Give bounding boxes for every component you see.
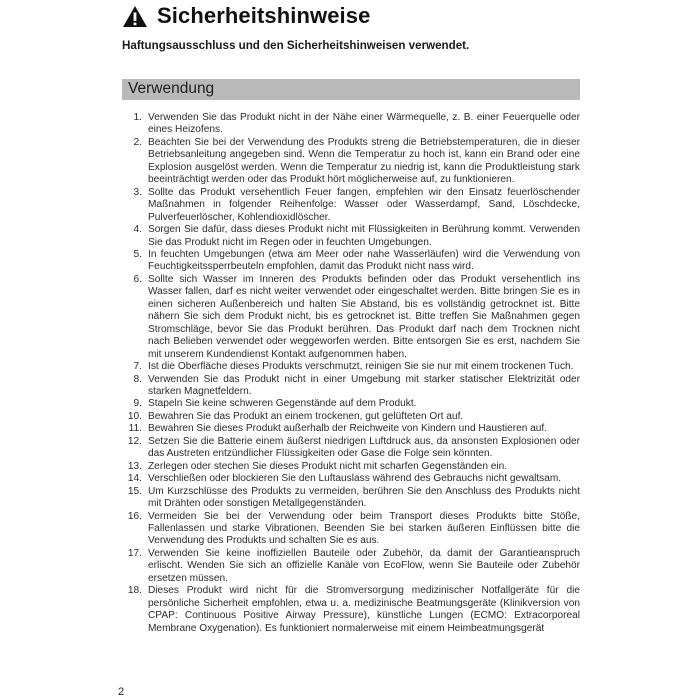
section-header bbox=[122, 79, 580, 100]
list-item bbox=[122, 274, 580, 361]
list-item bbox=[122, 423, 580, 435]
list-item bbox=[122, 398, 580, 410]
list-item-text: Ist die Oberfläche dieses Produkts verschmutzt, reinigen Sie sie nur mit einem trockenen Tuch. bbox=[148, 361, 574, 373]
list-item-text: Verschließen oder blockieren Sie den Luftauslass während des Gebrauchs nicht gewaltsam. bbox=[148, 473, 562, 485]
list-item-text: Verwenden Sie das Produkt nicht in einer Umgebung mit starker statischer Elektrizität oder starken Magnetfeldern. bbox=[148, 373, 580, 397]
list-item-text: Stapeln Sie keine schweren Gegenstände auf dem Produkt. bbox=[148, 398, 417, 410]
list-item-number: 5. bbox=[133, 248, 142, 260]
list-item-number: 6. bbox=[133, 273, 142, 285]
list-item-number: 9. bbox=[133, 398, 142, 410]
list-item-number: 18. bbox=[127, 585, 142, 597]
list-item-number: 4. bbox=[133, 224, 142, 236]
header bbox=[122, 1, 370, 31]
list-item bbox=[122, 585, 580, 635]
list-item bbox=[122, 374, 580, 399]
list-item-number: 17. bbox=[127, 547, 142, 559]
list-item bbox=[122, 361, 580, 373]
list-item-text: Beachten Sie bei der Verwendung des Produkts streng die Betriebstemperaturen, die in dieser Betriebsanleitung angegeben sind. Wenn die Temperatur zu hoch ist, kann ein Brand oder eine Explosion ausgelöst werden. Wenn die Temperatur zu niedrig ist, kann die Produktleistung stark beeinträchtigt werden oder das Produkt hört möglicherweise auf, zu funktionieren. bbox=[148, 136, 580, 186]
list-item-text: Bewahren Sie das Produkt an einem trockenen, gut gelüfteten Ort auf. bbox=[148, 410, 464, 422]
page-title: Sicherheitshinweise bbox=[157, 3, 371, 28]
list-item bbox=[122, 112, 580, 137]
list-item-text: Verwenden Sie das Produkt nicht in der Nähe einer Wärmequelle, z. B. einer Feuerquelle oder eines Heizofens. bbox=[148, 112, 580, 136]
list-item-text: Sollte das Produkt versehentlich Feuer fangen, empfehlen wir den Einsatz feuerlöschender Maßnahmen in folgender Reihenfolge: Wasser oder Wasserdampf, Sand, Löschdecke, Pulverfeuerlöscher, Kohlendioxidlöscher. bbox=[148, 186, 580, 223]
list-item-number: 13. bbox=[127, 460, 142, 472]
list-item-text: In feuchten Umgebungen (etwa am Meer oder nahe Wasserläufen) wird die Verwendung von Feuchtigkeitssperrbeuteln empfohlen, damit das Produkt nicht nass wird. bbox=[148, 248, 580, 273]
list-item-number: 10. bbox=[127, 410, 142, 422]
list-item-text: Sollte sich Wasser im Inneren des Produkts befinden oder das Produkt versehentlich ins Wasser fallen, darf es nicht weiter verwendet oder eingeschaltet werden. Bitte bringen Sie es in einen sicheren Außenbereich und halten Sie Abstand, bis es vollständig getrocknet ist. Bitte nähern Sie sich dem Produkt nicht, bis es getrocknet ist. Bitte treffen Sie Maßnahmen gegen Stromschläge, bevor Sie das Produkt berühren. Das Produkt darf nach dem Trocknen nicht nach Belieben verwendet oder weggeworfen werden. Bitte entsorgen Sie es erst, nachdem Sie mit unserem Kundendienst Kontakt aufgenommen haben. bbox=[148, 273, 580, 360]
list-item bbox=[122, 461, 580, 473]
section-title: Verwendung bbox=[128, 80, 215, 97]
list-item-text: Bewahren Sie dieses Produkt außerhalb der Reichweite von Kindern und Haustieren auf. bbox=[148, 423, 548, 435]
list-item bbox=[122, 511, 580, 548]
list-item bbox=[122, 224, 580, 249]
page-subtitle: Haftungsausschluss und den Sicherheitshinweisen verwendet. bbox=[122, 39, 470, 52]
list-item bbox=[122, 411, 580, 423]
list-item-text: Sorgen Sie dafür, dass dieses Produkt nicht mit Flüssigkeiten in Berührung kommt. Verwenden Sie das Produkt nicht im Regen oder in feuchten Umgebungen. bbox=[148, 224, 580, 248]
list-item-number: 11. bbox=[128, 423, 142, 435]
list-item-number: 14. bbox=[127, 473, 142, 485]
list-item-number: 2. bbox=[133, 136, 142, 148]
page-number: 2 bbox=[118, 686, 125, 698]
list-item-text: Verwenden Sie keine inoffiziellen Bauteile oder Zubehör, da damit der Garantieanspruch erlischt. Wenden Sie sich an offizielle Kanäle von EcoFlow, wenn Sie Bauteile oder Zubehör ersetzen müssen. bbox=[148, 547, 580, 584]
list-item bbox=[122, 486, 580, 511]
list-item-text: Dieses Produkt wird nicht für die Stromversorgung medizinischer Notfallgeräte für die persönliche Sicherheit empfohlen, etwa u. a. medizinische Beatmungsgeräte (Klinikversion von CPAP: Continuous Positive Airway Pressure), künstliche Lungen (ECMO: Extracorporeal Membrane Oxygenation). Es funktioniert normalerweise mit einem Heimbeatmungsgerät bbox=[148, 585, 580, 634]
list-item-number: 8. bbox=[133, 373, 142, 385]
list-item-text: Um Kurzschlüsse des Produkts zu vermeiden, berühren Sie den Anschluss des Produkts nicht mit Drähten oder sonstigen Metallgegenständen. bbox=[148, 485, 580, 510]
list-item-number: 7. bbox=[133, 361, 142, 373]
list-item-number: 12. bbox=[127, 435, 142, 447]
list-item-text: Vermeiden Sie bei der Verwendung oder beim Transport dieses Produkts bitte Stöße, Fallenlassen und starke Vibrationen. Beenden Sie bei starken äußeren Einflüssen bitte die Verwendung des Produkts und schalten Sie es aus. bbox=[148, 510, 580, 547]
list-item-text: Zerlegen oder stechen Sie dieses Produkt nicht mit scharfen Gegenständen ein. bbox=[148, 460, 508, 472]
list-item-text: Setzen Sie die Batterie einem äußerst niedrigen Luftdruck aus, da ansonsten Explosionen oder das Austreten entzündlicher Flüssigkeiten oder Gase die Folge sein könnten. bbox=[148, 435, 580, 460]
list-item bbox=[122, 249, 580, 274]
safety-list bbox=[122, 112, 580, 635]
list-item bbox=[122, 473, 580, 485]
list-item-number: 3. bbox=[133, 186, 142, 198]
warning-triangle-icon bbox=[122, 5, 148, 28]
list-item bbox=[122, 548, 580, 585]
list-item-number: 1. bbox=[133, 112, 142, 123]
list-item bbox=[122, 137, 580, 187]
list-item-number: 16. bbox=[127, 510, 142, 522]
list-item bbox=[122, 436, 580, 461]
list-item-number: 15. bbox=[127, 485, 142, 497]
list-item bbox=[122, 187, 580, 224]
